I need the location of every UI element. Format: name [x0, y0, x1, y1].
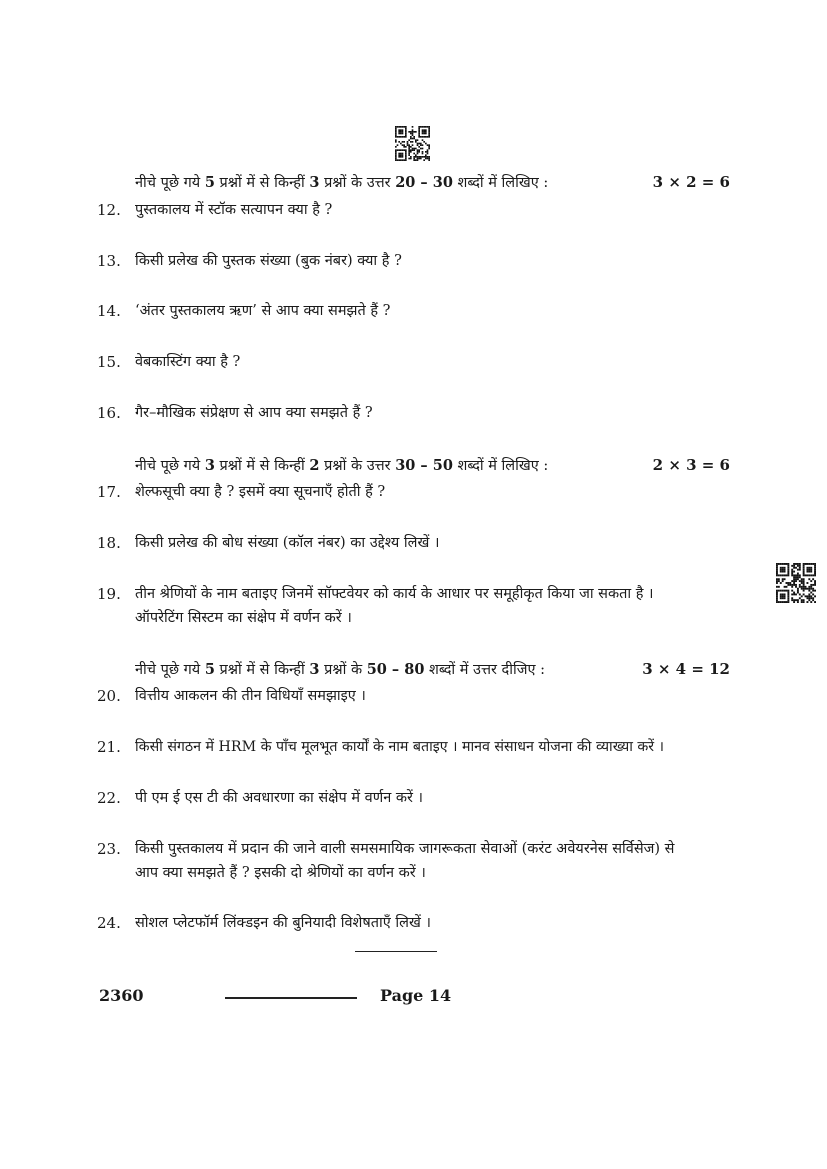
section-2-marks: 2 × 3 = 6: [652, 456, 730, 474]
question-number: 23.: [97, 840, 121, 858]
question-number: 19.: [97, 585, 121, 603]
footer-divider: [225, 997, 357, 999]
question-text: सोशल प्लेटफॉर्म लिंक्डइन की बुनियादी विशेषताएँ लिखें ।: [135, 915, 431, 931]
section-2-instruction: नीचे पूछे गये 3 प्रश्नों में से किन्हीं 2 प्रश्नों के उत्तर 30 – 50 शब्दों में लिखिए :: [135, 457, 549, 474]
end-divider: [355, 951, 437, 952]
question-text: शेल्फसूची क्या है ? इसमें क्या सूचनाएँ होती हैं ?: [135, 484, 386, 500]
question-number: 17.: [97, 483, 121, 501]
paper-code: 2360: [99, 986, 144, 1005]
question-number: 15.: [97, 353, 121, 371]
section-3-marks: 3 × 4 = 12: [642, 660, 730, 678]
question-text: किसी पुस्तकालय में प्रदान की जाने वाली समसमायिक जागरूकता सेवाओं (करंट अवेयरनेस सर्विसेज) से आप क्या समझते हैं ? इसकी दो श्रेणियों का वर्णन करें ।: [135, 841, 675, 881]
qr-code-side-icon: [776, 563, 816, 603]
section-3-instruction: नीचे पूछे गये 5 प्रश्नों में से किन्हीं 3 प्रश्नों के 50 – 80 शब्दों में उत्तर दीजिए :: [135, 661, 546, 678]
question-text: वित्तीय आकलन की तीन विधियाँ समझाइए ।: [135, 688, 366, 704]
question-text: ‘अंतर पुस्तकालय ऋण’ से आप क्या समझते हैं ?: [135, 303, 391, 319]
question-text: किसी संगठन में HRM के पाँच मूलभूत कार्यों के नाम बताइए । मानव संसाधन योजना की व्याख्या करें ।: [135, 739, 664, 755]
section-1-marks: 3 × 2 = 6: [652, 173, 730, 191]
question-text: किसी प्रलेख की पुस्तक संख्या (बुक नंबर) क्या है ?: [135, 253, 402, 269]
page-number: Page 14: [380, 986, 452, 1005]
question-number: 12.: [97, 201, 121, 219]
question-number: 16.: [97, 404, 121, 422]
question-text: किसी प्रलेख की बोध संख्या (कॉल नंबर) का उद्देश्य लिखें ।: [135, 535, 440, 551]
question-text: वेबकास्टिंग क्या है ?: [135, 354, 241, 370]
question-number: 13.: [97, 252, 121, 270]
question-number: 20.: [97, 687, 121, 705]
question-number: 24.: [97, 914, 121, 932]
question-text: पी एम ई एस टी की अवधारणा का संक्षेप में वर्णन करें ।: [135, 790, 424, 806]
section-1-instruction: नीचे पूछे गये 5 प्रश्नों में से किन्हीं 3 प्रश्नों के उत्तर 20 – 30 शब्दों में लिखिए :: [135, 174, 549, 191]
question-text: गैर–मौखिक संप्रेक्षण से आप क्या समझते हैं ?: [135, 405, 373, 421]
question-number: 21.: [97, 738, 121, 756]
qr-code-icon: [395, 126, 430, 161]
question-number: 22.: [97, 789, 121, 807]
question-number: 14.: [97, 302, 121, 320]
question-text: तीन श्रेणियों के नाम बताइए जिनमें सॉफ्टवेयर को कार्य के आधार पर समूहीकृत किया जा सकता है । ऑपरेटिंग सिस्टम का संक्षेप में वर्णन करें ।: [135, 586, 654, 626]
question-text: पुस्तकालय में स्टॉक सत्यापन क्या है ?: [135, 202, 333, 218]
question-number: 18.: [97, 534, 121, 552]
